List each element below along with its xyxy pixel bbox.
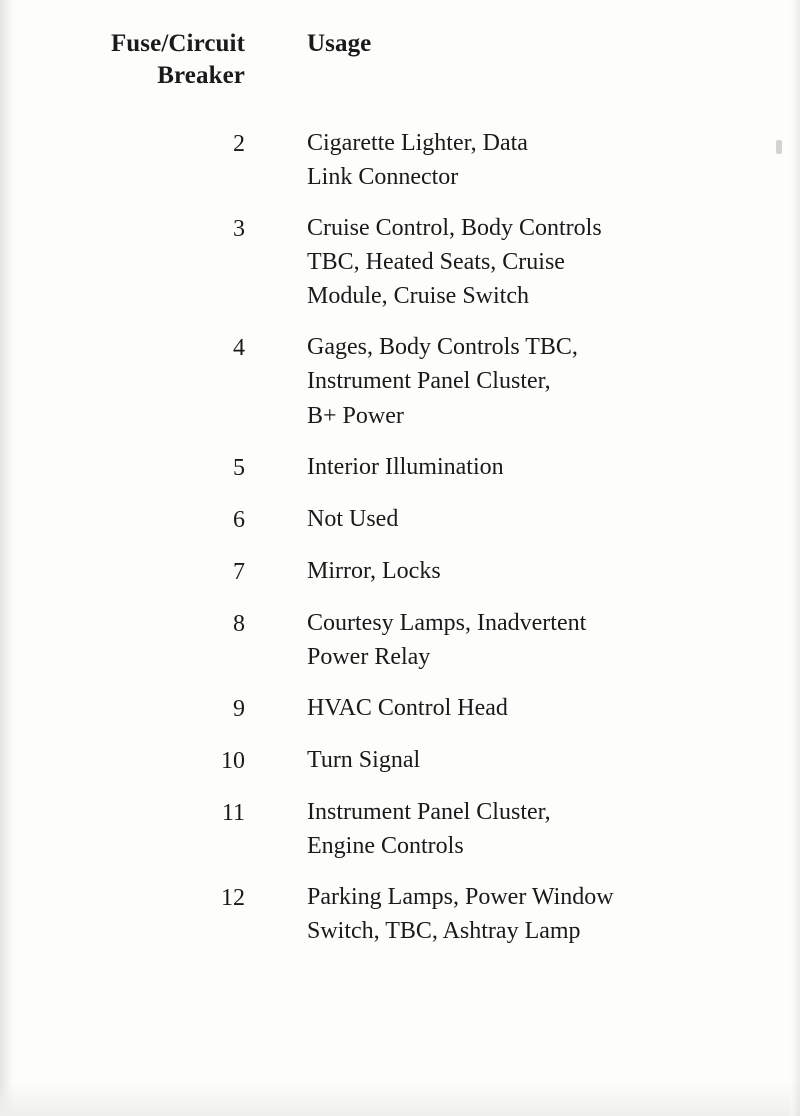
usage-line: Not Used <box>307 505 399 532</box>
table-row <box>40 554 760 606</box>
fuse-number-cell: 7 <box>233 558 245 585</box>
usage-cell <box>265 211 760 330</box>
fuse-number-cell: 11 <box>221 800 245 827</box>
usage-cell <box>265 795 760 880</box>
usage-cell <box>265 450 760 502</box>
table-row <box>40 330 760 449</box>
fuse-number-cell: 9 <box>233 696 245 723</box>
usage-cell <box>265 606 760 691</box>
table-row <box>40 691 760 743</box>
table-row <box>40 606 760 691</box>
usage-line: Instrument Panel Cluster, <box>307 799 551 826</box>
usage-line: Instrument Panel Cluster, <box>307 368 551 395</box>
usage-cell <box>265 330 760 449</box>
usage-line: TBC, Heated Seats, Cruise <box>307 249 565 276</box>
usage-cell <box>265 743 760 795</box>
scan-artifact <box>776 140 782 154</box>
fuse-number-cell: 10 <box>221 748 245 775</box>
fuse-number-cell: 2 <box>233 131 245 157</box>
column-header-fuse-line-1: Fuse/Circuit <box>110 30 245 57</box>
usage-line: Cruise Control, Body Controls <box>307 215 602 242</box>
fuse-number-cell: 8 <box>233 610 245 637</box>
usage-line: B+ Power <box>307 402 404 429</box>
table-row <box>40 880 760 965</box>
table-body <box>40 126 760 965</box>
column-header-usage: Usage <box>307 30 372 57</box>
fuse-usage-table <box>40 28 760 965</box>
table-row <box>40 795 760 880</box>
fuse-number-cell: 6 <box>233 506 245 533</box>
usage-line: Engine Controls <box>307 833 464 860</box>
column-header-fuse-line-2: Breaker <box>157 62 245 89</box>
usage-cell <box>265 126 760 211</box>
usage-cell <box>265 880 760 965</box>
usage-line: HVAC Control Head <box>307 695 508 722</box>
usage-cell <box>265 502 760 554</box>
usage-line: Module, Cruise Switch <box>307 283 529 310</box>
usage-line: Turn Signal <box>307 747 421 774</box>
table-header-row <box>40 28 760 126</box>
table-row <box>40 743 760 795</box>
usage-line: Link Connector <box>307 164 459 191</box>
usage-line: Switch, TBC, Ashtray Lamp <box>307 918 581 945</box>
fuse-number-cell: 3 <box>233 216 245 243</box>
table-header <box>40 28 760 126</box>
usage-line: Mirror, Locks <box>307 557 441 584</box>
usage-line: Gages, Body Controls TBC, <box>307 334 578 361</box>
page-bottom-shadow <box>0 1082 800 1116</box>
usage-cell <box>265 554 760 606</box>
fuse-number-cell: 4 <box>233 335 245 362</box>
usage-line: Parking Lamps, Power Window <box>307 884 614 911</box>
usage-cell <box>265 691 760 743</box>
table-row <box>40 450 760 502</box>
fuse-number-cell: 12 <box>221 885 245 912</box>
table-row <box>40 126 760 211</box>
table-row <box>40 502 760 554</box>
usage-line: Courtesy Lamps, Inadvertent <box>307 609 587 636</box>
usage-line: Power Relay <box>307 643 431 670</box>
fuse-number-cell: 5 <box>233 454 245 481</box>
column-header-fuse-circuit-breaker <box>40 28 265 126</box>
table-row <box>40 211 760 330</box>
usage-line: Cigarette Lighter, Data <box>307 130 528 156</box>
usage-line: Interior Illumination <box>307 453 504 480</box>
